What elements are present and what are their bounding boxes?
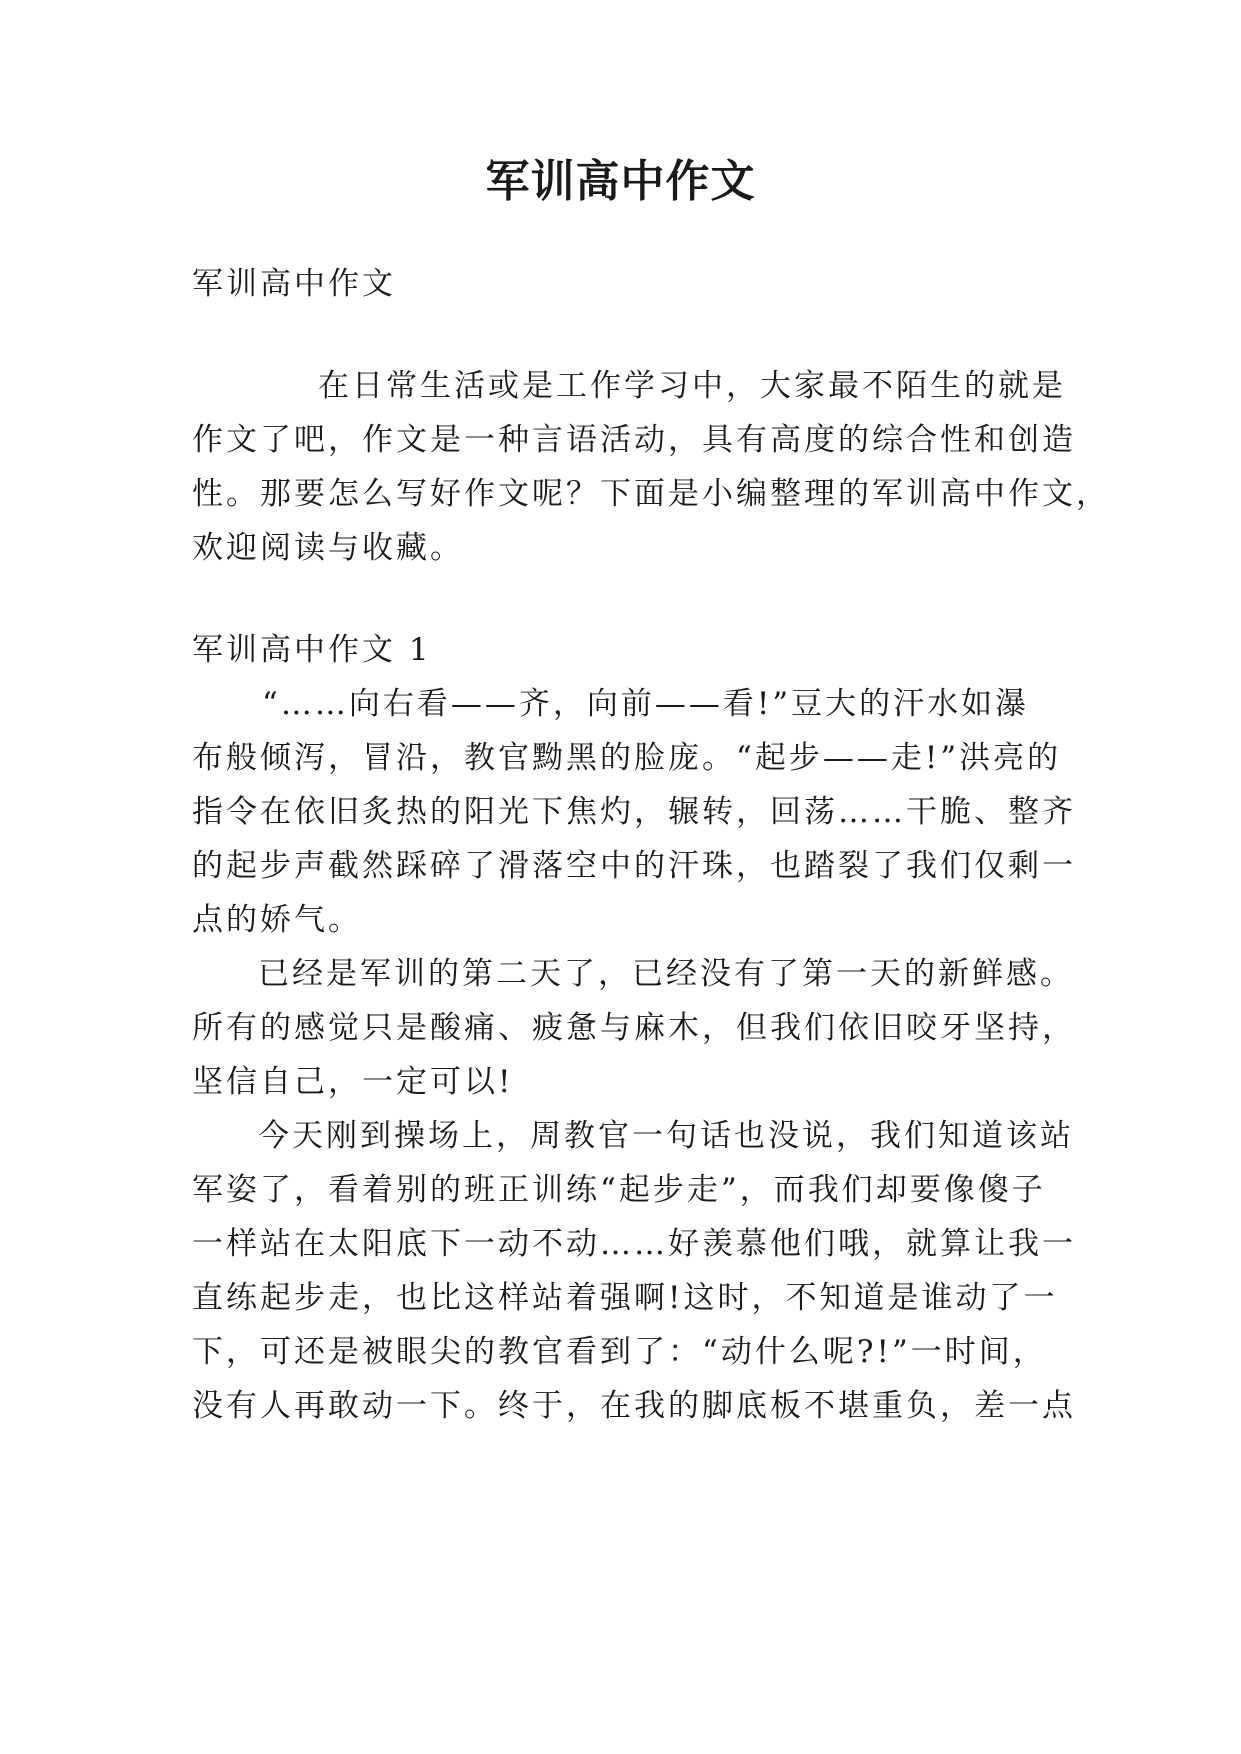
paragraph-line: 没有人再敢动一下。终于，在我的脚底板不堪重负，差一点 [192,1388,1076,1424]
paragraph-line: 点的娇气。 [192,902,362,938]
paragraph-line: 指令在依旧炙热的阳光下焦灼，辗转，回荡……干脆、整齐 [192,794,1076,830]
paragraph-line: 直练起步走，也比这样站着强啊!这时，不知道是谁动了一 [192,1280,1058,1316]
document-title: 军训高中作文 [485,156,756,207]
paragraph-line: “……向右看——齐，向前——看!”豆大的汗水如瀑 [262,686,1030,722]
section-heading: 军训高中作文 1 [192,632,432,668]
paragraph-line: 下，可还是被眼尖的教官看到了：“动什么呢?!”一时间， [192,1334,1047,1370]
intro-line: 作文了吧，作文是一种言语活动，具有高度的综合性和创造 [192,422,1076,458]
paragraph-line: 坚信自己，一定可以! [192,1064,514,1100]
paragraph-line: 军姿了，看着别的班正训练“起步走”，而我们却要像傻子 [192,1172,1046,1208]
paragraph-line: 一样站在太阳底下一动不动……好羡慕他们哦，就算让我一 [192,1226,1076,1262]
paragraph-line: 的起步声截然踩碎了滑落空中的汗珠，也踏裂了我们仅剩一 [192,848,1076,884]
paragraph-line: 今天刚到操场上，周教官一句话也没说，我们知道该站 [258,1118,1074,1154]
paragraph-line: 所有的感觉只是酸痛、疲惫与麻木，但我们依旧咬牙坚持， [192,1010,1076,1046]
paragraph-line: 已经是军训的第二天了，已经没有了第一天的新鲜感。 [258,956,1074,992]
intro-line: 性。那要怎么写好作文呢？下面是小编整理的军训高中作文， [192,476,1110,512]
intro-line: 在日常生活或是工作学习中，大家最不陌生的就是 [318,368,1066,404]
subtitle: 军训高中作文 [192,266,396,302]
intro-line: 欢迎阅读与收藏。 [192,530,464,566]
paragraph-line: 布般倾泻，冒沿，教官黝黑的脸庞。“起步——走!”洪亮的 [192,740,1062,776]
